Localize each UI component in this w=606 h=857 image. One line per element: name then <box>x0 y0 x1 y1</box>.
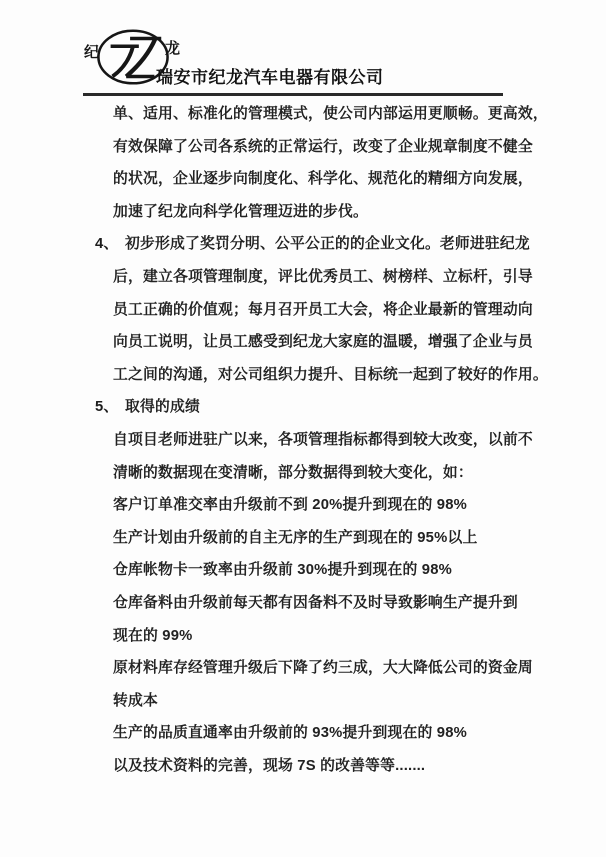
text-line <box>0 489 606 522</box>
line-text: 有效保障了公司各系统的正常运行，改变了企业规章制度不健全 <box>113 138 533 155</box>
line-text: 后，建立各项管理制度，评比优秀员工、树榜样、立标杆，引导 <box>113 268 533 285</box>
line-text: 工之间的沟通，对公司组织力提升、目标统一起到了较好的作用。 <box>113 366 548 383</box>
line-text: 现在的 99% <box>113 627 193 644</box>
text-line <box>0 717 606 750</box>
text-line <box>0 685 606 718</box>
text-line <box>0 522 606 555</box>
line-text: 清晰的数据现在变清晰，部分数据得到较大变化，如： <box>113 464 473 481</box>
text-line <box>0 326 606 359</box>
text-line <box>0 261 606 294</box>
list-marker: 4、 <box>95 236 119 253</box>
line-text: 向员工说明，让员工感受到纪龙大家庭的温暖，增强了企业与员 <box>113 334 533 351</box>
logo-right-char: 龙 <box>165 40 181 57</box>
line-text: 以及技术资料的完善，现场 7S 的改善等等....... <box>113 757 426 774</box>
line-text: 生产的品质直通率由升级前的 93%提升到现在的 98% <box>113 725 467 742</box>
line-text: 原材料库存经管理升级后下降了约三成，大大降低公司的资金周 <box>113 660 533 677</box>
text-line <box>0 391 606 424</box>
text-line <box>0 424 606 457</box>
company-name: 瑞安市纪龙汽车电器有限公司 <box>156 68 384 87</box>
text-line <box>0 131 606 164</box>
letterhead <box>0 0 606 98</box>
line-text: 单、适用、标准化的管理模式，使公司内部运用更顺畅。更高效， <box>113 106 548 122</box>
header-divider <box>83 93 503 96</box>
line-text: 加速了纪龙向科学化管理迈进的步伐。 <box>113 203 368 220</box>
text-line <box>0 750 606 783</box>
line-text: 自项目老师进驻广以来，各项管理指标都得到较大改变，以前不 <box>113 431 533 448</box>
line-text: 仓库帐物卡一致率由升级前 30%提升到现在的 98% <box>113 562 452 579</box>
logo-left-char: 纪 <box>84 44 100 61</box>
line-text: 的状况，企业逐步向制度化、科学化、规范化的精细方向发展， <box>113 171 533 188</box>
text-line <box>0 587 606 620</box>
text-line <box>0 228 606 261</box>
text-line <box>0 163 606 196</box>
text-line <box>0 359 606 392</box>
text-line <box>0 620 606 653</box>
line-text: 生产计划由升级前的自主无序的生产到现在的 95%以上 <box>113 529 478 546</box>
line-text: 仓库备料由升级前每天都有因备料不及时导致影响生产提升到 <box>113 594 518 611</box>
document-body <box>0 98 606 782</box>
list-marker: 5、 <box>95 399 119 416</box>
line-text: 员工正确的价值观；每月召开员工大会，将企业最新的管理动向 <box>113 301 533 318</box>
text-line <box>0 294 606 327</box>
line-text: 初步形成了奖罚分明、公平公正的的企业文化。老师进驻纪龙 <box>125 236 530 253</box>
text-line <box>0 457 606 490</box>
text-line <box>0 554 606 587</box>
line-text: 转成本 <box>113 692 158 709</box>
text-line <box>0 98 606 131</box>
line-text: 取得的成绩 <box>125 399 200 416</box>
line-text: 客户订单准交率由升级前不到 20%提升到现在的 98% <box>113 497 467 514</box>
text-line <box>0 652 606 685</box>
text-line <box>0 196 606 229</box>
